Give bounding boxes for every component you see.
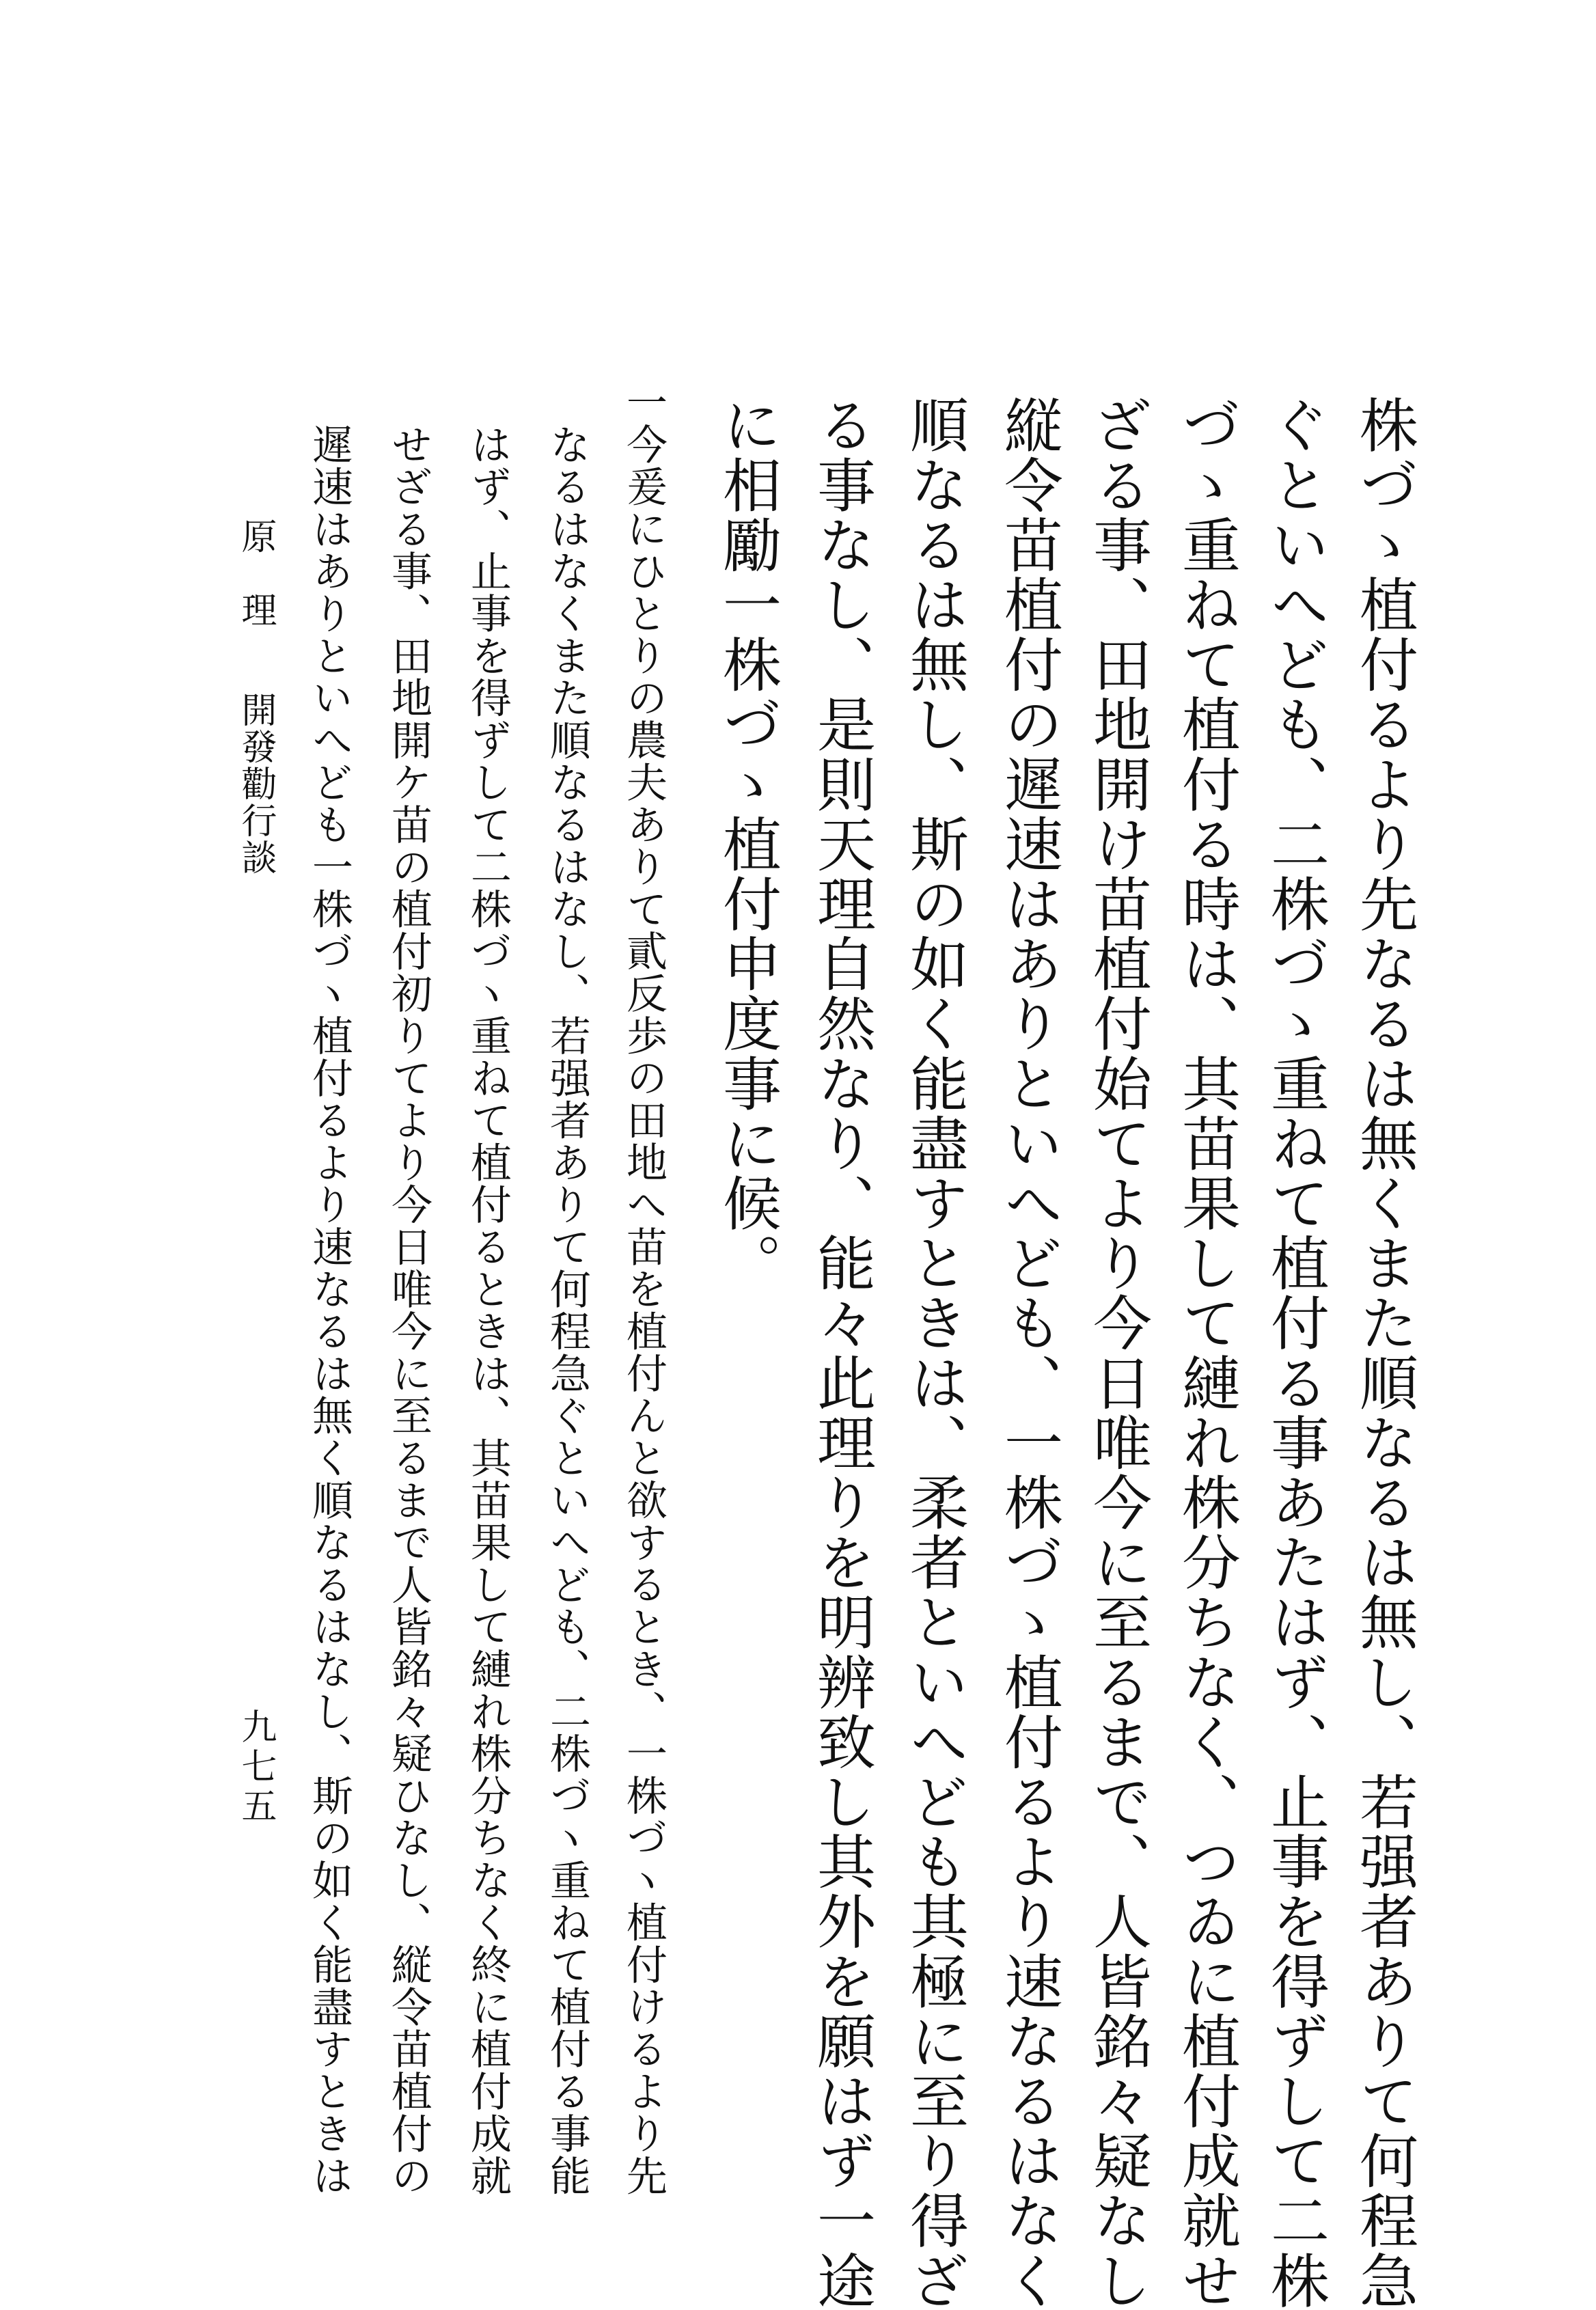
main-text-column-2: ぐといへども、二株づゝ重ねて植付る事あたはず、止事を得ずして二株: [1261, 395, 1329, 2310]
annotation-column-5: 遲速はありといへども一株づヽ植付るより速なるは無く順なるはなし、斯の如く能盡すときは: [305, 424, 353, 2197]
main-text-column-5: 縦令苗植付の遲速はありといへども、一株づゝ植付るより速なるはなく: [994, 395, 1062, 2310]
main-text-column-6: 順なるは無し、斯の如く能盡すときは、柔者といへども其極に至り得ざ: [900, 395, 968, 2310]
running-header-section: 原 理: [235, 518, 276, 629]
annotation-column-3: はず、止事を得ずして二株づヽ重ねて植付るときは、其苗果して縺れ株分ちなく終に植付成就: [464, 424, 512, 2197]
running-header: [235, 518, 276, 876]
running-header-title: 開發勸行談: [235, 691, 276, 876]
main-text-column-1: 株づゝ植付るより先なるは無くまた順なるは無し、若强者ありて何程急: [1349, 395, 1418, 2310]
annotation-column-1: 一今爰にひとりの農夫ありて貳反歩の田地へ苗を植付んと欲するとき、一株づヽ植付けるより先: [620, 381, 668, 2197]
main-text-column-8: に相勵一株づゝ植付申度事に候。: [713, 395, 781, 1293]
main-text-column-3: づゝ重ねて植付る時は、其苗果して縺れ株分ちなく、つゐに植付成就せ: [1172, 395, 1240, 2310]
main-text-column-7: る事なし、是則天理自然なり、能々此理りを明辨致し其外を願はず一途: [807, 395, 875, 2310]
annotation-column-2: なるはなくまた順なるはなし、若强者ありて何程急ぐといへども、二株づヽ重ねて植付る事能: [543, 424, 591, 2197]
main-text-column-4: ざる事、田地開け苗植付始てより今日唯今に至るまで、人皆銘々疑なし: [1083, 395, 1151, 2310]
page-number: 九七五: [235, 1708, 276, 1827]
annotation-column-4: せざる事、田地開ケ苗の植付初りてより今日唯今に至るまで人皆銘々疑ひなし、縦令苗植付の: [385, 424, 432, 2197]
